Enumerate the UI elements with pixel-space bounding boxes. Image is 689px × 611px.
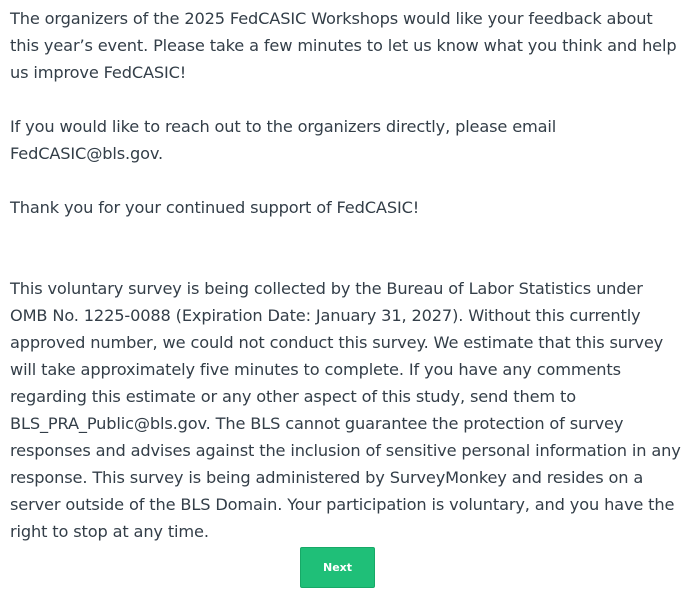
next-button[interactable]: Next (300, 547, 375, 588)
intro-paragraph-thanks: Thank you for your continued support of FedCASIC! (10, 198, 420, 217)
omb-disclosure-paragraph: This voluntary survey is being collected by the Bureau of Labor Statistics under OMB No. 1225-0088 (Expiration Date: January 31, 2027). Without this currently approved number, we could not conduct this survey. We estimate that this survey will take approximately five minutes to complete. If you have any comments regarding this estimate or any other aspect of this study, send them to BLS_PRA_Public@bls.gov. The BLS cannot guarantee the protection of survey responses and advises against the inclusion of sensitive personal information in any response. This survey is being administered by SurveyMonkey and resides on a server outside of the BLS Domain. Your participation is voluntary, and you have the right to stop at any time. (10, 279, 681, 541)
intro-paragraph-contact: If you would like to reach out to the organizers directly, please email FedCASIC@bls.gov. (10, 117, 557, 163)
survey-intro-content (10, 5, 682, 545)
intro-paragraph-feedback: The organizers of the 2025 FedCASIC Workshops would like your feedback about this year’s event. Please take a few minutes to let us know what you think and help us improve FedCASIC! (10, 9, 677, 82)
spacer (10, 86, 682, 113)
spacer (10, 167, 682, 194)
spacer (10, 221, 682, 275)
